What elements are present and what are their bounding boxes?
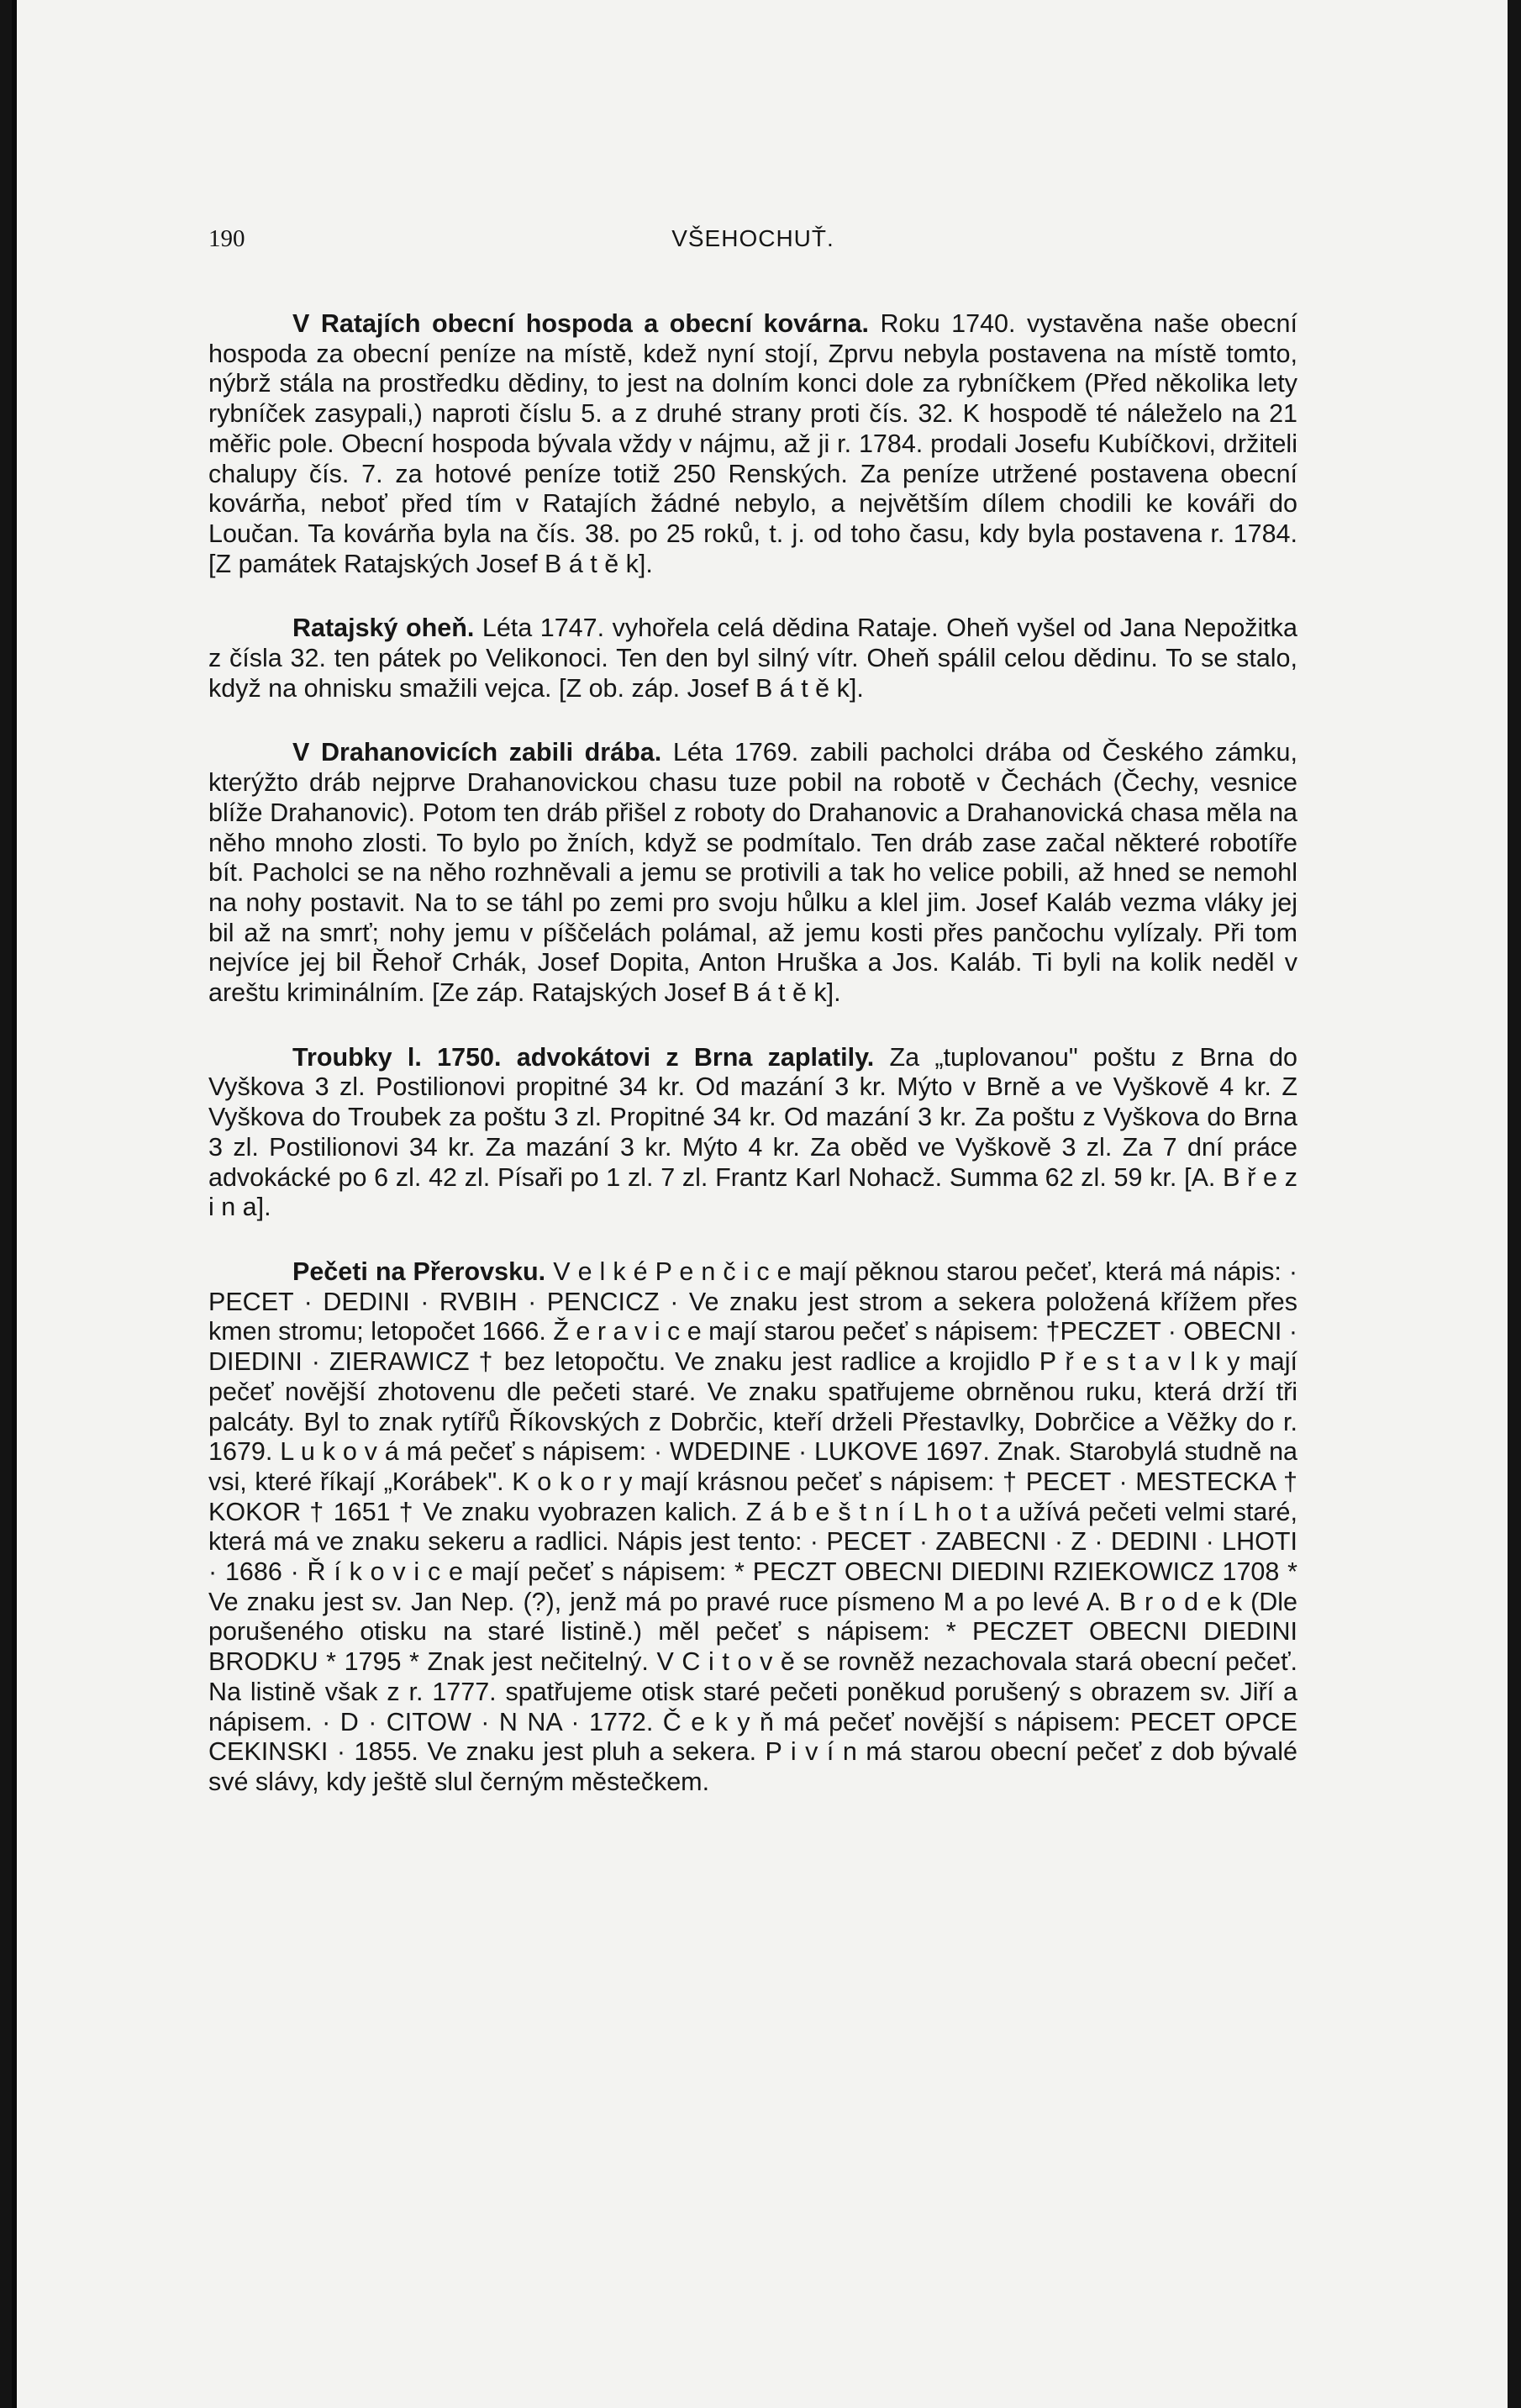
entry-heading: V Drahanovicích zabili drába. — [292, 738, 662, 767]
entry-heading: Pečeti na Přerovsku. — [292, 1257, 546, 1286]
entry-heading: Ratajský oheň. — [292, 614, 475, 643]
entry-troubky-advokat — [208, 1043, 1297, 1223]
scanned-book-page — [12, 0, 1508, 2408]
entry-ratajich-hospoda — [208, 309, 1297, 579]
page-header — [208, 225, 1297, 259]
entry-text: V e l k é P e n č i c e mají pěknou starou pečeť, která má nápis: · PECET · DEDINI · RVBIH · PENCICZ · Ve znaku jest strom a sekera položená křížem přes kmen stromu; letopočet 1666. Ž e r a v i c e mají starou pečeť s nápisem: †PECZET · OBECNI · DIEDINI · ZIERAWICZ † bez letopočtu. Ve znaku jest radlice a krojidlo P ř e s t a v l k y mají pečeť novější zhotovenu dle pečeti staré. Ve znaku spatřujeme obrněnou ruku, která drží tři palcáty. Byl to znak rytířů Říkovských z Dobrčic, kteří drželi Přestavlky, Dobrčice a Věžky do r. 1679. L u k o v á má pečeť s nápisem: · WDEDINE · LUKOVE 1697. Znak. Starobylá studně na vsi, které říkají „Korábek". K o k o r y mají krásnou pečeť s nápisem: † PECET · MESTECKA † KOKOR † 1651 † Ve znaku vyobrazen kalich. Z á b e š t n í L h o t a užívá pečeti velmi staré, která má ve znaku sekeru a radlici. Nápis jest tento: · PECET · ZABECNI · Z · DEDINI · LHOTI · 1686 · Ř í k o v i c e mají pečeť s nápisem: * PECZT OBECNI DIEDINI RZIEKOWICZ 1708 * Ve znaku jest sv. Jan Nep. (?), jenž má po pravé ruce písmeno M a po levé A. B r o d e k (Dle porušeného otisku na staré listině.) měl pečeť s nápisem: * PECZET OBECNI DIEDINI BRODKU * 1795 * Znak jest nečitelný. V C i t o v ě se rovněž nezachovala stará obecní pečeť. Na listině však z r. 1777. spatřujeme otisk staré pečeti poněkud porušený s obrazem sv. Jiří a nápisem. · D · CITOW · N NA · 1772. Č e k y ň má pečeť novější s nápisem: PECET OPCE CEKINSKI · 1855. Ve znaku jest pluh a sekera. P i v í n má starou obecní pečeť z dob bývalé své slávy, kdy ještě slul černým městečkem. — [208, 1257, 1298, 1796]
entry-text: Roku 1740. vystavěna naše obecní hospoda za obecní peníze na místě, kdež nyní stojí, Zprvu nebyla postavena na místě tomto, nýbrž stála na prostředku dědiny, to jest na dolním konci dole za rybníčkem (Před několika lety rybníček zasypali,) naproti číslu 5. a z druhé strany proti čís. 32. K hospodě té náleželo na 21 měřic pole. Obecní hospoda bývala vždy v nájmu, až ji r. 1784. prodali Josefu Kubíčkovi, držiteli chalupy čís. 7. za hotové peníze totiž 250 Renských. Za peníze utržené postavena obecní kovárňa, neboť před tím v Ratajích žádné nebylo, a největším dílem chodili ke kováři do Loučan. Ta kovárňa byla na čís. 38. po 25 roků, t. j. od toho času, kdy byla postavena r. 1784. [Z památek Ratajských Josef B á t ě k]. — [208, 309, 1297, 578]
entry-heading: Troubky l. 1750. advokátovi z Brna zaplatily. — [292, 1042, 875, 1072]
entry-drahanovice-draba — [208, 738, 1297, 1008]
entry-ratajsky-ohen — [208, 614, 1297, 703]
running-title: VŠEHOCHUŤ. — [671, 225, 834, 251]
entry-text: Léta 1769. zabili pacholci drába od Českého zámku, kterýžto dráb nejprve Drahanovickou chasu tuze pobil na robotě v Čechách (Čechy, vesnice blíže Drahanovic). Potom ten dráb přišel z roboty do Drahanovic a Drahanovická chasa měla na něho mnoho zlosti. To bylo po žních, když se podmítalo. Ten dráb zase začal některé robotíře bít. Pacholci se na něho rozhněvali a jemu se protivili a tak ho velice pobili, až hned se nemohl na nohy postavit. Na to se táhl po zemi pro svoju hůlku a klel jim. Josef Kaláb vezma vlákу jej bil až na smrť; nohy jemu v píščelách polámal, až jemu kosti přes pančochu vylízaly. Při tom nejvíce jej bil Řehoř Crhák, Josef Dopita, Anton Hruška a Jos. Kaláb. Ti byli na kolik neděl v areštu kriminálním. [Ze záp. Ratajských Josef B á t ě k]. — [208, 738, 1297, 1008]
entry-heading: V Ratajích obecní hospoda a obecní kovárna. — [292, 309, 869, 338]
entry-peceti-prerovsko — [208, 1257, 1297, 1798]
page-number: 190 — [208, 225, 245, 252]
page-body — [208, 309, 1297, 1832]
entry-text: Za „tuplovanou" poštu z Brna do Vyškova 3 zl. Postilionovi propitné 34 kr. Od mazání 3 kr. Mýto v Brně a ve Vyškově 4 kr. Z Vyškova do Troubek za poštu 3 zl. Propitné 34 kr. Od mazání 3 kr. Za poštu z Vyškova do Brna 3 zl. Postilionovi 34 kr. Za mazání 3 kr. Mýto 4 kr. Za oběd ve Vyškově 3 zl. Za 7 dní práce advokácké po 6 zl. 42 zl. Písaři po 1 zl. 7 zl. Frantz Karl Nohacž. Summa 62 zl. 59 kr. [A. B ř e z i n a]. — [208, 1042, 1297, 1222]
entry-text: Léta 1747. vyhořela celá dědina Rataje. Oheň vyšel od Jana Nepožitka z čísla 32. ten pátek po Velikonoci. Ten den byl silný vítr. Oheň spálil celou dědinu. To se stalo, když na ohnisku smažili vejca. [Z ob. záp. Josef B á t ě k]. — [208, 614, 1297, 703]
